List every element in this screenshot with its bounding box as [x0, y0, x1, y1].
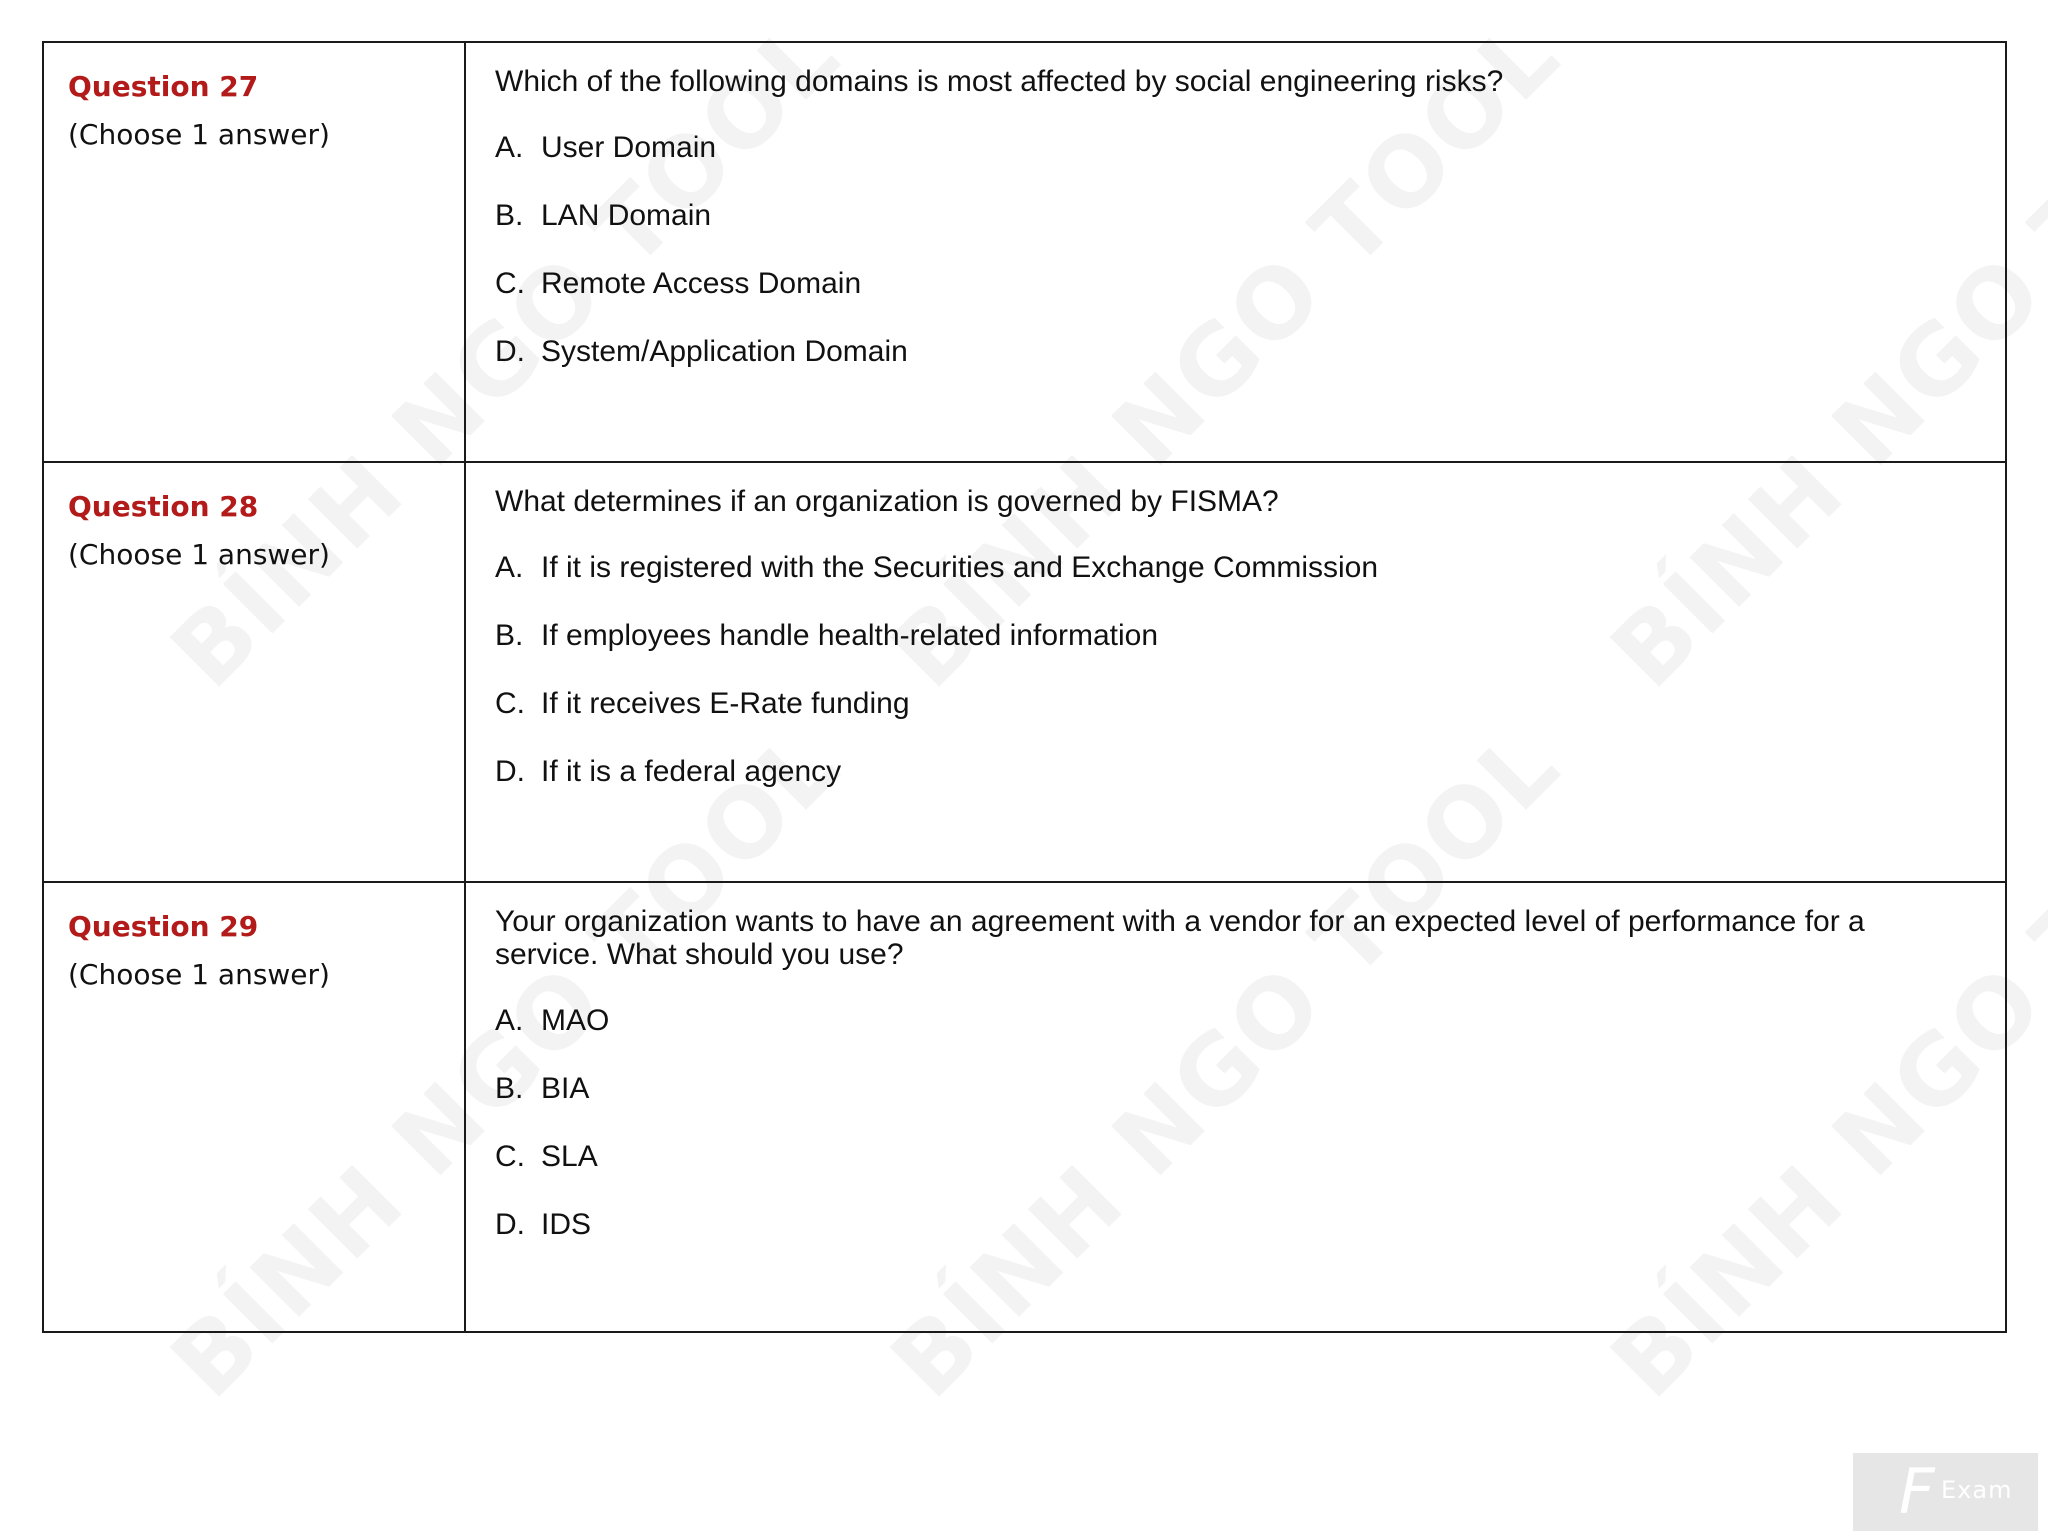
question-row — [43, 462, 2006, 882]
option-letter: B. — [495, 199, 524, 232]
option-text: SLA — [541, 1140, 598, 1173]
option-letter: C. — [495, 267, 525, 300]
answer-option — [495, 130, 1885, 165]
option-text: If employees handle health-related information — [541, 619, 1159, 652]
answer-option — [495, 334, 1885, 369]
option-text: If it is a federal agency — [541, 755, 842, 788]
option-letter: A. — [495, 131, 524, 164]
fexam-logo — [1853, 1453, 2038, 1531]
option-letter: D. — [495, 335, 525, 368]
option-letter: B. — [495, 619, 524, 652]
question-instruction: (Choose 1 answer) — [68, 118, 330, 151]
answer-option — [495, 266, 1885, 301]
option-text: System/Application Domain — [541, 335, 908, 368]
logo-initial: F — [1899, 1455, 1935, 1528]
answer-option — [495, 1071, 1885, 1106]
option-letter: C. — [495, 1140, 525, 1173]
answer-option — [495, 1003, 1885, 1038]
question-table — [42, 41, 2007, 1333]
option-letter: B. — [495, 1072, 524, 1105]
question-text: What determines if an organization is governed by FISMA? — [495, 485, 1279, 518]
option-text: BIA — [541, 1072, 590, 1105]
answer-option — [495, 686, 1885, 721]
question-content-cell — [465, 462, 2006, 882]
answer-option — [495, 198, 1885, 233]
question-instruction: (Choose 1 answer) — [68, 958, 330, 991]
option-text: LAN Domain — [541, 199, 712, 232]
option-letter: A. — [495, 1004, 524, 1037]
answer-option — [495, 550, 1885, 585]
answer-option — [495, 754, 1885, 789]
question-content-cell — [465, 882, 2006, 1332]
answer-option — [495, 618, 1885, 653]
question-title: Question 27 — [68, 70, 259, 103]
option-letter: D. — [495, 755, 525, 788]
question-label-cell — [43, 462, 465, 882]
option-text: If it receives E-Rate funding — [541, 687, 910, 720]
option-text: If it is registered with the Securities and Exchange Commission — [541, 551, 1379, 584]
question-label-cell — [43, 882, 465, 1332]
question-text: Your organization wants to have an agreement with a vendor for an expected level of performance for a service. What should you use? — [495, 905, 1865, 971]
option-letter: A. — [495, 551, 524, 584]
answer-option — [495, 1139, 1885, 1174]
option-text: Remote Access Domain — [541, 267, 862, 300]
question-title: Question 29 — [68, 910, 259, 943]
question-row — [43, 42, 2006, 462]
question-row — [43, 882, 2006, 1332]
question-label-cell — [43, 42, 465, 462]
question-instruction: (Choose 1 answer) — [68, 538, 330, 571]
question-content-cell — [465, 42, 2006, 462]
question-text: Which of the following domains is most affected by social engineering risks? — [495, 65, 1504, 98]
option-text: IDS — [541, 1208, 592, 1241]
option-letter: C. — [495, 687, 525, 720]
option-text: MAO — [541, 1004, 610, 1037]
question-title: Question 28 — [68, 490, 259, 523]
logo-text: Exam — [1941, 1476, 2013, 1504]
option-letter: D. — [495, 1208, 525, 1241]
answer-option — [495, 1207, 1885, 1242]
option-text: User Domain — [541, 131, 717, 164]
